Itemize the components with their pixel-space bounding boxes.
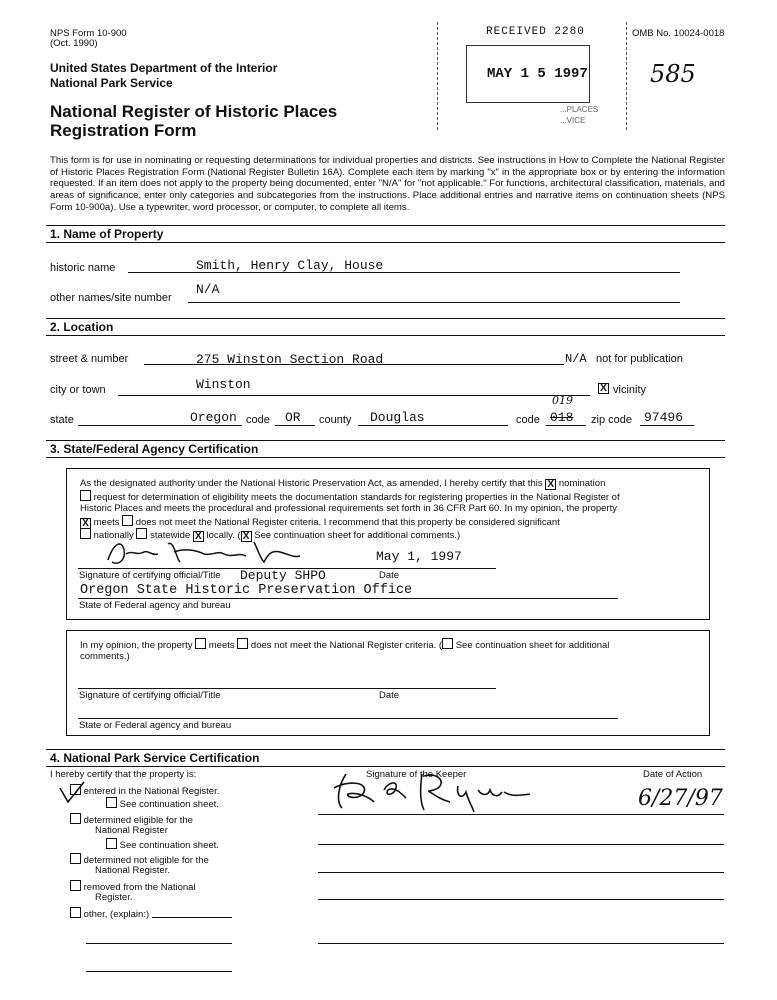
certifying-signature (104, 536, 304, 572)
cert-agency[interactable]: Oregon State Historic Preservation Office (80, 583, 413, 598)
other-names-label: other names/site number (50, 292, 172, 304)
not-publication-mark[interactable]: N/A (565, 352, 587, 366)
action-date[interactable]: 6/27/97 (638, 786, 723, 811)
opinion-not-meet-checkbox[interactable] (237, 638, 248, 649)
not-eligible-label: determined not eligible for the (83, 855, 209, 866)
county-value[interactable]: Douglas (370, 410, 425, 425)
opinion-not-meet-label: does not meet the National Register criteria. ( (250, 640, 443, 651)
eligible-checkbox[interactable] (70, 813, 81, 824)
cert-line-4 (80, 515, 560, 529)
stamp-received: RECEIVED 2280 (486, 26, 585, 38)
cert-date-label: Date (379, 570, 400, 581)
entered-cont-checkbox[interactable] (106, 797, 117, 808)
city-label: city or town (50, 384, 106, 396)
entered-cont-label: See continuation sheet. (119, 799, 219, 810)
other-line (152, 917, 232, 918)
county-code-old[interactable]: 018 (550, 410, 574, 425)
form-date: (Oct. 1990) (50, 38, 98, 49)
cert-line-2 (80, 490, 620, 503)
form-title-2: Registration Form (50, 121, 197, 140)
entered-cont-row (106, 797, 219, 810)
not-eligible-checkbox[interactable] (70, 853, 81, 864)
stamp-bottom: ...PLACES ...VICE (560, 105, 599, 125)
opinion-agency-label: State or Federal agency and bureau (79, 720, 232, 731)
opinion-agency-line (78, 718, 618, 719)
city-value[interactable]: Winston (196, 377, 251, 392)
section2-rule-top (46, 318, 725, 319)
state-line (78, 425, 242, 426)
meets-label: meets (93, 517, 120, 528)
section1-rule-bottom (46, 242, 725, 243)
opinion-comments: comments.) (80, 651, 130, 662)
reference-number: 585 (650, 60, 696, 88)
vicinity-checkbox[interactable]: X (598, 383, 609, 394)
section2-title: 2. Location (50, 320, 114, 334)
other-checkbox[interactable] (70, 907, 81, 918)
nomination-label: nomination (558, 478, 606, 489)
removed-label: removed from the National (83, 882, 196, 893)
cert-agency-label: State of Federal agency and bureau (79, 600, 231, 611)
section4-rule-top (46, 749, 725, 750)
section3-rule-top (46, 440, 725, 441)
street-label: street & number (50, 353, 129, 365)
vicinity-label: vicinity (613, 384, 647, 396)
opinion-meets-label: meets (208, 640, 235, 651)
form-number: NPS Form 10-900 (50, 28, 127, 39)
cert-sig-label: Signature of certifying official/Title (79, 570, 221, 581)
cont-sheet-checkbox[interactable]: X (241, 531, 252, 542)
opinion-sig-label: Signature of certifying official/Title (79, 690, 221, 701)
cert-line-1-text: As the designated authority under the National Historic Preservation Act, as amended, I hereby certify that this (80, 478, 543, 489)
locally-checkbox[interactable]: X (193, 531, 204, 542)
intro-paragraph: This form is for use in nominating or requesting determinations for individual properties and districts. See instructions in How to Complete the National Register of Historic Places Registration Form (National Register Bulletin 16A). Complete each item by marking "x" in the appropriate box or by entering the information requested. If an item does not apply to the property being documented, enter "N/A" for "not applicable." For functions, architectural classification, materials, and areas of significance, enter only categories and subcategories from the instructions. Place additional entries and narrative items on continuation sheets (NPS Form 10-900a). Use a typewriter, word processor, or computer, to complete all items. (50, 155, 725, 213)
form-title-1: National Register of Historic Places (50, 102, 338, 121)
keeper-line-5 (318, 943, 724, 944)
action-label: Date of Action (643, 769, 703, 780)
not-meet-label: does not meet the National Register criteria. I recommend that this property be considered significant (135, 517, 560, 528)
zip-line (640, 425, 694, 426)
state-label: state (50, 414, 74, 426)
omb-number: OMB No. 10024-0018 (632, 28, 725, 39)
state-code-value[interactable]: OR (285, 410, 301, 425)
keeper-signature (324, 766, 534, 816)
other-names-value[interactable]: N/A (196, 282, 220, 297)
section3-rule-bottom (46, 457, 725, 458)
not-publication-label: not for publication (596, 353, 683, 365)
county-code-label: code (516, 414, 540, 426)
zip-value[interactable]: 97496 (644, 410, 684, 425)
zip-label: zip code (591, 414, 632, 426)
entered-label: entered in the National Register. (83, 786, 220, 797)
keeper-line-2 (318, 844, 724, 845)
other-label: other, (explain:) (83, 909, 150, 920)
city-line (118, 395, 590, 396)
explain-line-2 (86, 971, 232, 972)
request-checkbox[interactable] (80, 490, 91, 501)
meets-checkbox[interactable]: X (80, 518, 91, 529)
not-eligible-label-2: National Register. (95, 865, 170, 876)
eligible-cont-checkbox[interactable] (106, 838, 117, 849)
removed-row (70, 880, 196, 893)
agency: National Park Service (50, 76, 173, 90)
removed-checkbox[interactable] (70, 880, 81, 891)
section1-title: 1. Name of Property (50, 227, 164, 241)
cert-line-3: Historic Places and meets the procedural and professional requirements set forth in 36 CFR Part 60. In my opinion, the property (80, 503, 618, 514)
cert-line-2-text: request for determination of eligibility meets the documentation standards for registering properties in the National Register of (93, 492, 620, 503)
county-label: county (319, 414, 352, 426)
state-value[interactable]: Oregon (190, 410, 237, 425)
not-meet-checkbox[interactable] (122, 515, 133, 526)
other-names-line (188, 302, 680, 303)
removed-label-2: Register. (95, 892, 133, 903)
eligible-cont-label: See continuation sheet. (119, 840, 219, 851)
other-row (70, 907, 149, 920)
opinion-cont-label: See continuation sheet for additional (455, 640, 610, 651)
nomination-checkbox[interactable]: X (545, 479, 556, 490)
state-code-line (275, 425, 315, 426)
cert-agency-line (78, 598, 618, 599)
eligible-cont-row (106, 838, 219, 851)
street-value[interactable]: 275 Winston Section Road (196, 352, 384, 367)
locally-label: locally. ( (206, 530, 241, 541)
opinion-meets-checkbox[interactable] (195, 638, 206, 649)
keeper-line-1 (318, 814, 724, 815)
keeper-label: Signature of the Keeper (366, 769, 467, 780)
statewide-label: statewide (150, 530, 191, 541)
stamp-date: MAY 1 5 1997 (487, 66, 588, 82)
nationally-checkbox[interactable] (80, 528, 91, 539)
section4-title: 4. National Park Service Certification (50, 751, 260, 765)
explain-line-1 (86, 943, 232, 944)
entered-row (70, 784, 219, 797)
historic-name-label: historic name (50, 262, 116, 274)
section3-title: 3. State/Federal Agency Certification (50, 442, 259, 456)
state-code-label: code (246, 414, 270, 426)
section1-rule-top (46, 225, 725, 226)
eligible-label-2: National Register (95, 825, 168, 836)
opinion-date-label: Date (379, 690, 400, 701)
eligible-label: determined eligible for the (83, 815, 193, 826)
department: United States Department of the Interior (50, 61, 278, 75)
certify-text: I hereby certify that the property is: (50, 769, 197, 780)
keeper-line-4 (318, 899, 724, 900)
entered-checkbox[interactable] (70, 784, 81, 795)
nationally-label: nationally (93, 530, 134, 541)
section2-rule-bottom (46, 335, 725, 336)
cert-line-1 (80, 478, 605, 490)
county-code-line (546, 425, 586, 426)
historic-name-value[interactable]: Smith, Henry Clay, House (196, 258, 384, 273)
cont-sheet-label: See continuation sheet for additional comments.) (254, 530, 461, 541)
cert-sig-title[interactable]: Deputy SHPO (240, 568, 326, 583)
opinion-text: In my opinion, the property (80, 640, 193, 651)
opinion-cont-checkbox[interactable] (442, 638, 453, 649)
cert-sig-date[interactable]: May 1, 1997 (376, 549, 462, 564)
keeper-line-3 (318, 872, 724, 873)
county-line (358, 425, 508, 426)
county-code-new[interactable]: 019 (552, 394, 573, 407)
opinion-sig-line (78, 688, 496, 689)
opinion-line-1 (80, 638, 609, 651)
